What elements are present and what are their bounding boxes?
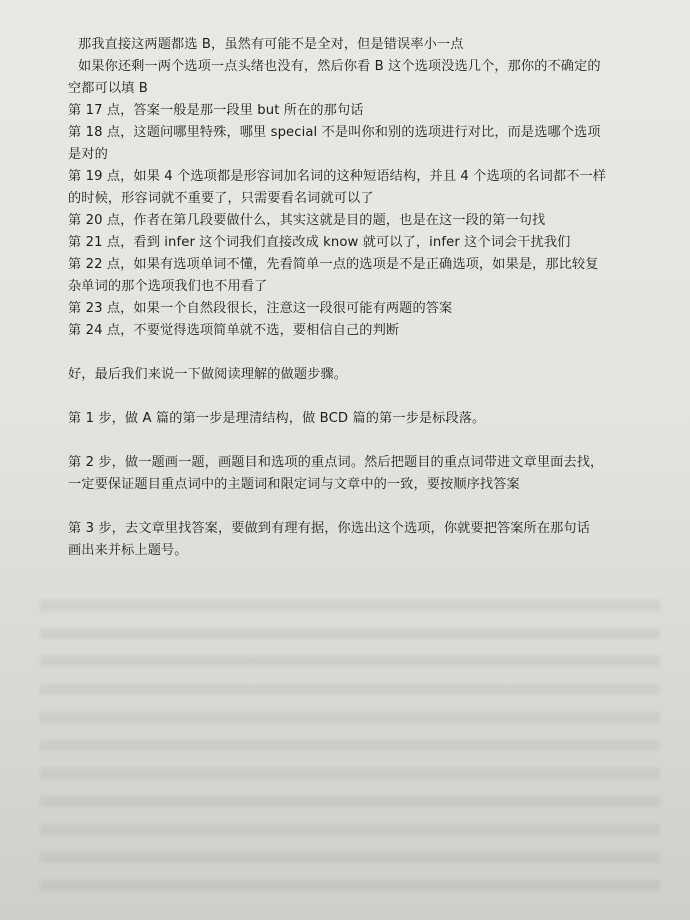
text-line: 如果你还剩一两个选项一点头绪也没有，然后你看 B 这个选项没选几个，那你的不确定的	[78, 59, 601, 74]
step-2-paragraph	[68, 452, 668, 496]
text-line: 第 2 步，做一题画一题，画题目和选项的重点词。然后把题目的重点词带进文章里面去找，	[68, 455, 604, 470]
text-line: 杂单词的那个选项我们也不用看了	[68, 279, 268, 294]
text-line: 第 3 步，去文章里找答案，要做到有理有据，你选出这个选项，你就要把答案所在那句话	[68, 521, 590, 536]
bleed-through-text	[40, 600, 660, 900]
tip-21: 第 21 点，看到 infer 这个词我们直接改成 know 就可以了，infer 这个词会干扰我们	[68, 235, 571, 250]
step-3-paragraph	[68, 518, 668, 562]
tip-19: 第 19 点，如果 4 个选项都是形容词加名词的这种短语结构，并且 4 个选项的名词都不一样	[68, 169, 607, 184]
step-1-paragraph: 第 1 步，做 A 篇的第一步是理清结构，做 BCD 篇的第一步是标段落。	[68, 411, 486, 426]
text-line: 画出来并标上题号。	[68, 543, 188, 558]
tip-24: 第 24 点，不要觉得选项简单就不选，要相信自己的判断	[68, 323, 400, 338]
tip-17: 第 17 点，答案一般是那一段里 but 所在的那句话	[68, 103, 364, 118]
tip-23: 第 23 点，如果一个自然段很长，注意这一段很可能有两题的答案	[68, 301, 453, 316]
tip-22: 第 22 点，如果有选项单词不懂，先看简单一点的选项是不是正确选项，如果是，那比较复	[68, 257, 599, 272]
text-line: 那我直接这两题都选 B，虽然有可能不是全对，但是错误率小一点	[78, 37, 464, 52]
text-line: 空都可以填 B	[68, 81, 148, 96]
page-text	[68, 34, 668, 562]
text-line: 一定要保证题目重点词中的主题词和限定词与文章中的一致，要按顺序找答案	[68, 477, 520, 492]
text-line: 的时候，形容词就不重要了，只需要看名词就可以了	[68, 191, 374, 206]
tip-20: 第 20 点，作者在第几段要做什么，其实这就是目的题，也是在这一段的第一句找	[68, 213, 546, 228]
text-line: 是对的	[68, 147, 108, 162]
tip-18: 第 18 点，这题问哪里特殊，哪里 special 不是叫你和别的选项进行对比，而是选哪个选项	[68, 125, 601, 140]
intro-paragraph: 好，最后我们来说一下做阅读理解的做题步骤。	[68, 367, 348, 382]
